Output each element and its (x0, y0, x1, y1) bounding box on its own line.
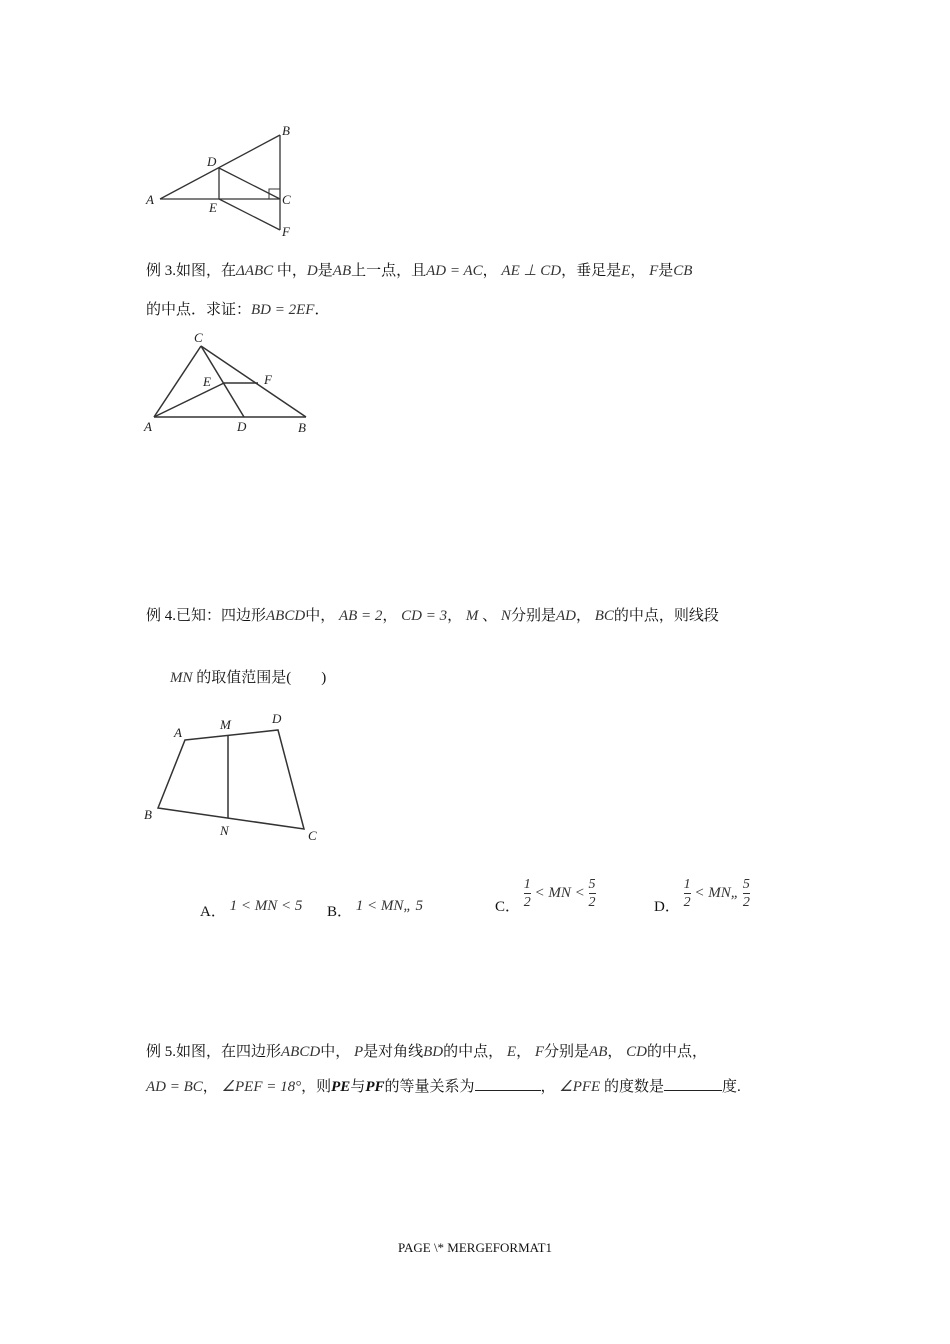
text: ， (575, 608, 591, 624)
figure-3-quadrilateral (140, 705, 330, 850)
text: ， (382, 608, 398, 624)
label-d: D (207, 154, 217, 169)
text: ，则 (301, 1079, 332, 1095)
text: 的等量关系为 (384, 1079, 475, 1095)
math: ABCD (281, 1044, 321, 1060)
math: AD = AC (426, 263, 483, 279)
label-a: A (146, 192, 154, 207)
example-3-line-1 (146, 261, 692, 281)
label-a: A (174, 725, 182, 740)
fraction: $\frac{1}{2}$ (683, 877, 691, 910)
math: D (306, 263, 318, 279)
math: ΔABC (236, 263, 274, 279)
option-c[interactable] (495, 876, 596, 916)
math: AB (589, 1044, 608, 1060)
answer-blank-2[interactable] (664, 1076, 722, 1091)
math: M (465, 608, 479, 624)
example-5-line-2 (146, 1076, 741, 1097)
text: 中， (305, 608, 336, 624)
label-n: N (220, 823, 229, 838)
text: ， (630, 263, 646, 279)
math: E (506, 1044, 517, 1060)
text: ， (202, 1079, 218, 1095)
label-c: C (308, 828, 317, 843)
option-letter: A． (200, 904, 226, 920)
answer-blank-1[interactable] (475, 1076, 541, 1091)
text: 的中点．求证： (146, 302, 252, 318)
label-d: D (237, 419, 247, 434)
math: PE (331, 1079, 351, 1095)
text: ， (447, 608, 463, 624)
math: CD = 3 (401, 608, 448, 624)
text: 分别是 (544, 1044, 590, 1060)
math: AB (332, 263, 352, 279)
example-4-line-2 (170, 668, 326, 688)
example-4-line-1 (146, 606, 719, 626)
option-b[interactable] (327, 898, 423, 922)
text: 、 (482, 608, 498, 624)
fraction: $\frac{5}{2}$ (588, 877, 596, 910)
math: E (621, 263, 631, 279)
math: PF (365, 1079, 385, 1095)
text: 的度数是 (603, 1079, 664, 1095)
math: F (534, 1044, 545, 1060)
text: 是对角线 (363, 1044, 424, 1060)
math: BD (423, 1044, 444, 1060)
text: 例 5.如图，在四边形 (146, 1044, 282, 1060)
text: 的中点，则线段 (613, 608, 719, 624)
label-m: M (220, 717, 231, 732)
example-3-line-2 (146, 300, 329, 320)
text: 分别是 (510, 608, 556, 624)
label-f: F (264, 372, 272, 387)
figure-1-triangle (140, 120, 310, 240)
label-e: E (203, 374, 211, 389)
math: F (649, 263, 659, 279)
text: ， (540, 1079, 556, 1095)
label-b: B (144, 807, 152, 822)
page-footer: PAGE \* MERGEFORMAT1 (397, 1240, 553, 1255)
math: AD = BC (146, 1079, 203, 1095)
fraction: $\frac{1}{2}$ (523, 877, 531, 910)
fraction: $\frac{5}{2}$ (742, 877, 750, 910)
option-expression: 1 < MN < 5 (229, 898, 303, 914)
text: ． (314, 302, 330, 318)
math: AD (555, 608, 576, 624)
example-5-line-1 (146, 1042, 707, 1062)
label-f: F (282, 224, 290, 239)
math: ∠PEF = 18° (221, 1079, 302, 1095)
option-expression: 1 < MN„ 5 (355, 898, 423, 914)
answer-parentheses: ( ) (286, 670, 327, 686)
math: ∠PFE (559, 1079, 601, 1095)
text: ， (482, 263, 498, 279)
figure-2-triangle (140, 325, 330, 440)
text: ， (516, 1044, 532, 1060)
math: AB = 2 (338, 608, 383, 624)
option-expression: < MN„ (694, 884, 740, 901)
text: ， (607, 1044, 623, 1060)
label-c: C (282, 192, 291, 207)
text: 例 4.已知：四边形 (146, 608, 267, 624)
text: 是 (658, 263, 674, 279)
label-a: A (144, 419, 152, 434)
math: BC (594, 608, 614, 624)
text: 的取值范围是 (196, 670, 287, 686)
math: ABCD (266, 608, 306, 624)
text: 的中点， (443, 1044, 504, 1060)
text: 度. (721, 1079, 741, 1095)
math: N (500, 608, 511, 624)
text: 中， (320, 1044, 351, 1060)
option-expression: < MN < (534, 884, 585, 901)
option-a[interactable] (200, 898, 303, 922)
math: CB (673, 263, 693, 279)
label-e: E (209, 200, 217, 215)
option-letter: D． (654, 898, 680, 915)
option-letter: B． (327, 904, 353, 920)
text: 上一点，且 (351, 263, 427, 279)
text: 与 (350, 1079, 366, 1095)
text: ，垂足是 (561, 263, 622, 279)
math: BD = 2EF (251, 302, 315, 318)
math: MN (170, 670, 193, 686)
text: 中， (276, 263, 307, 279)
label-d: D (272, 711, 282, 726)
label-c: C (194, 330, 203, 345)
text: 的中点， (646, 1044, 707, 1060)
label-b: B (298, 420, 306, 435)
math: P (353, 1044, 364, 1060)
label-b: B (282, 123, 290, 138)
option-letter: C． (495, 898, 521, 915)
text: 是 (317, 263, 333, 279)
option-d[interactable] (654, 876, 750, 916)
math: AE ⊥ CD (501, 263, 562, 279)
math: CD (626, 1044, 647, 1060)
text: 例 3.如图，在 (146, 263, 237, 279)
